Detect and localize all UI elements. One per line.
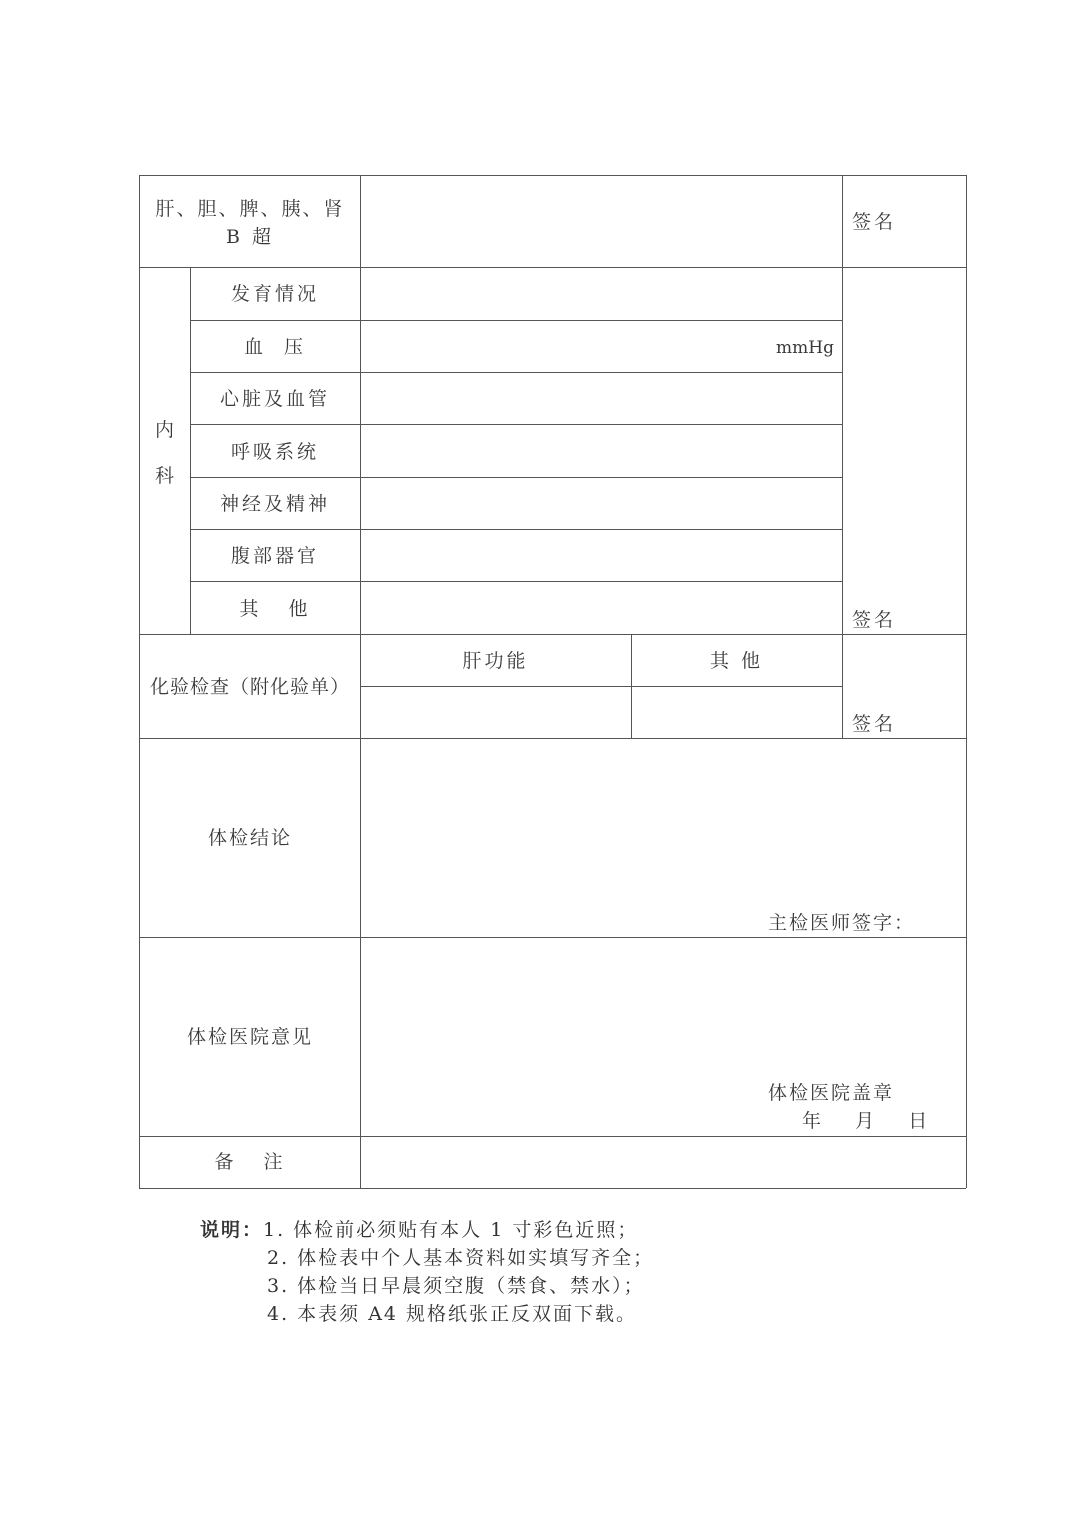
row-divider [360,686,842,687]
respiratory-field[interactable] [362,426,840,475]
b-ultrasound-signature-label: 签名 [852,211,897,233]
lab-tests-signature-label: 签名 [852,713,897,735]
lab-col-header-liver: 肝功能 [462,650,529,672]
lab-other-field[interactable] [633,688,840,736]
note-item: 2. 体检表中个人基本资料如实填写齐全； [267,1247,655,1269]
date-label: 年 月 日 [802,1110,932,1132]
b-ultrasound-signature-field[interactable] [844,177,964,265]
notes-section [200,1216,654,1328]
conclusion-field[interactable] [362,740,964,900]
liver-function-field[interactable] [362,688,629,736]
row-divider [190,581,842,582]
item-label-respiratory: 呼吸系统 [230,441,319,463]
item-label-other: 其 他 [239,598,311,620]
item-label-neurological: 神经及精神 [219,493,330,515]
hospital-stamp-label: 体检医院盖章 [768,1082,895,1104]
row-divider [190,372,842,373]
row-divider [139,937,966,938]
row-divider [190,529,842,530]
table-border-right [966,175,967,1188]
item-label-development: 发育情况 [230,283,319,305]
abdominal-field[interactable] [362,531,840,579]
item-label-abdominal: 腹部器官 [230,545,319,567]
internal-medicine-label-2: 科 [155,465,178,487]
lab-col-header-other: 其 他 [709,650,764,672]
cardiovascular-field[interactable] [362,374,840,422]
internal-medicine-label-1: 内 [155,419,178,441]
internal-other-field[interactable] [362,583,840,632]
conclusion-label: 体检结论 [207,827,292,849]
lab-tests-signature-field[interactable] [844,636,964,710]
internal-medicine-signature-field[interactable] [844,269,964,604]
item-label-cardiovascular: 心脏及血管 [219,388,330,410]
development-field[interactable] [362,269,840,318]
lab-tests-label: 化验检查（附化验单） [149,676,350,698]
note-item: 4. 本表须 A4 规格纸张正反双面下载。 [267,1303,638,1325]
item-label-blood-pressure: 血 压 [243,336,307,358]
b-ultrasound-label-line1: 肝、胆、脾、胰、肾 [155,198,345,220]
hospital-opinion-label: 体检医院意见 [186,1026,313,1048]
blood-pressure-unit: mmHg [776,338,834,358]
remarks-label: 备 注 [214,1151,286,1173]
row-divider [190,424,842,425]
note-item: 3. 体检当日早晨须空腹（禁食、禁水）； [267,1275,645,1297]
row-divider [190,320,842,321]
hospital-opinion-field[interactable] [362,939,964,1074]
column-divider [842,175,843,738]
remarks-field[interactable] [362,1138,964,1186]
b-ultrasound-label-line2: B 超 [225,226,274,248]
notes-title: 说明： [200,1219,264,1241]
column-divider [360,175,361,1188]
row-divider [139,738,966,739]
row-divider [190,477,842,478]
internal-medicine-signature-label: 签名 [852,609,897,631]
b-ultrasound-result-field[interactable] [362,177,840,265]
note-item: 1. 体检前必须贴有本人 1 寸彩色近照； [263,1219,639,1241]
row-divider [139,1136,966,1137]
chief-physician-signature-label: 主检医师签字： [768,912,916,934]
table-border-bottom [139,1188,966,1189]
neurological-field[interactable] [362,479,840,527]
blood-pressure-field[interactable] [362,322,762,370]
note-line-1 [200,1216,654,1244]
